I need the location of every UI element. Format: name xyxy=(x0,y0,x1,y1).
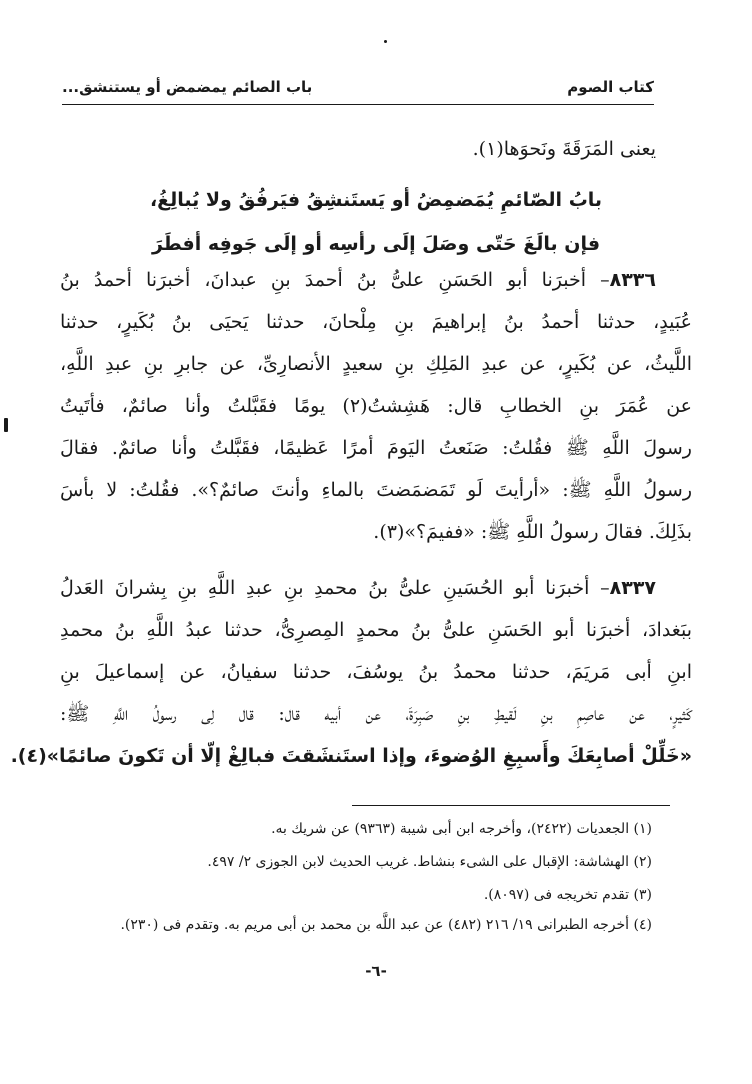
intro-line: يعنى المَرَقَةَ ونَحوَها(١). xyxy=(472,138,656,160)
hadith-8337-line-1: ٨٣٣٧– أخبرَنا أبو الحُسَينِ علىُّ بنُ محمدِ بنِ عبدِ اللَّهِ بنِ بِشرانَ العَدلُ xyxy=(60,577,656,599)
scan-speck-margin xyxy=(4,418,8,432)
hadith-8336-line-6: رسولُ اللَّهِ ﷺ: «أرأيتَ لَو تَمَضمَضتَ بالماءِ وأنتَ صائمٌ؟». فقُلتُ: لا بأسَ xyxy=(60,479,693,501)
footnote-3: (٣) تقدم تخريجه فى (٨٠٩٧). xyxy=(483,887,652,903)
hadith-8336-line-2: عُبَيدٍ، حدثنا أحمدُ بنُ إبراهيمَ بنِ مِلْحانَ، حدثنا يَحيَى بنُ بُكَيرٍ، حدثنا xyxy=(60,311,692,333)
hadith-number: ٨٣٣٧ xyxy=(609,577,656,599)
running-header xyxy=(62,74,654,105)
hadith-number: ٨٣٣٦ xyxy=(609,269,656,291)
footnote-4: (٤) أخرجه الطبرانى ١٩/ ٢١٦ (٤٨٢) عن عبد اللَّه بن محمد بن أبى مريم به. وتقدم فى (٢٣٠). xyxy=(120,917,652,933)
hadith-8336-line-1: ٨٣٣٦– أخبرَنا أبو الحَسَنِ علىُّ بنُ أحمدَ بنِ عبدانَ، أخبرَنا أحمدُ بنُ xyxy=(60,269,656,291)
hadith-8336-line-4: عن عُمَرَ بنِ الخطابِ قال: هَشِشتُ(٢) يومًا فقَبَّلتُ وأنا صائمٌ، فأتَيتُ xyxy=(60,395,692,417)
chapter-title-line-1: بابُ الصّائمِ يُمَضمِضُ أو يَستَنشِقُ فيَرفُقُ ولا يُبالِغُ، xyxy=(149,189,603,211)
hadith-8337-line-3: ابنِ أبى مَريَمَ، حدثنا محمدُ بنُ يوسُفَ، حدثنا سفيانُ، عن إسماعيلَ بنِ xyxy=(60,661,692,683)
hadith-8337-line-4: كَثيرٍ، عن عاصِمِ بنِ لَقيطِ بنِ صَبِرَةَ، عن أبيه قال: قال لِى رسولُ اللَّهِ ﷺ: xyxy=(60,703,692,725)
chapter-title-line-2: فإن بالَغَ حَتّى وصَلَ إلَى رأسِه أو إلَى جَوفِه أفطَرَ xyxy=(151,233,601,255)
hadith-8336-line-7: بذَلِكَ. فقالَ رسولُ اللَّهِ ﷺ: «ففيمَ؟»(٣). xyxy=(373,521,692,543)
footnote-separator xyxy=(352,805,670,806)
scan-speck-top xyxy=(384,40,387,43)
hadith-8336-line-3: اللَّيثُ، عن بُكَيرٍ، عن عبدِ المَلِكِ بنِ سعيدٍ الأنصارِىِّ، عن جابرِ بنِ عبدِ اللَّهِ، xyxy=(60,353,692,375)
footnote-1: (١) الجعديات (٢٤٢٢)، وأخرجه ابن أبى شيبة (٩٣٦٣) عن شريك به. xyxy=(271,821,652,837)
header-chapter-title: باب الصائم يمضمض أو يستنشق... xyxy=(62,78,313,96)
hadith-8337-line-2: ببَغدادَ، أخبرَنا أبو الحَسَنِ علىُّ بنُ محمدٍ المِصرِىُّ، حدثنا عبدُ اللَّهِ بنُ محمدِ xyxy=(60,619,692,641)
hadith-8336-line-5: رسولَ اللَّهِ ﷺ فقُلتُ: صَنَعتُ اليَومَ أمرًا عَظيمًا، فقَبَّلتُ وأنا صائمٌ. فقالَ xyxy=(60,437,692,459)
page-number: -٦- xyxy=(365,962,387,980)
header-book-title: كتاب الصوم xyxy=(567,78,654,96)
footnote-2: (٢) الهشاشة: الإقبال على الشىء بنشاط. غريب الحديث لابن الجوزى ٢/ ٤٩٧. xyxy=(207,854,652,870)
hadith-8337-line-5: «خَلِّلْ أصابِعَكَ وأَسبِغِ الوُضوءَ، وإذا استَنشَقتَ فبالِغْ إلّا أن تَكونَ صائمًا»(٤). xyxy=(10,745,692,767)
